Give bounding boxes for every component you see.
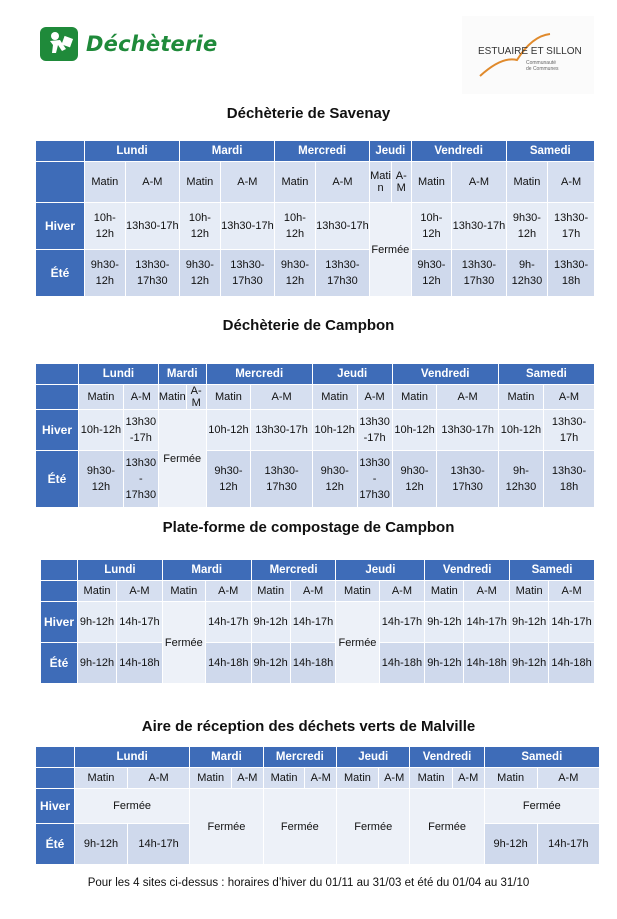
hours-cell: 13h30-17h30 [251, 451, 311, 507]
row-label-hiver: Hiver [36, 410, 78, 450]
hours-cell: 10h-12h [85, 203, 125, 249]
hours-cell: 9h-12h [75, 824, 127, 864]
hours-cell: 13h30-17h30 [126, 250, 179, 296]
matin-label: Matin [425, 581, 463, 601]
hours-cell: 13h30 - 17h30 [358, 451, 392, 507]
day-header: Vendredi [393, 364, 498, 384]
hours-cell: 13h30-17h [544, 410, 594, 450]
matin-label: Matin [507, 162, 548, 202]
closed-cell: Fermée [410, 789, 483, 864]
hours-cell: 9h30-12h [275, 250, 315, 296]
hours-cell: 14h-17h [464, 602, 509, 642]
hours-cell: 14h-17h [117, 602, 162, 642]
closed-cell: Fermée [485, 789, 599, 823]
row-label-hiver: Hiver [36, 203, 84, 249]
hours-cell: 13h30-17h [548, 203, 594, 249]
partner-logo-sub: Communauté de Communes [526, 60, 559, 72]
hours-cell: 9h-12h [510, 602, 548, 642]
day-header: Mercredi [252, 560, 336, 580]
hours-cell: 9h-12h [425, 643, 463, 683]
am-label: A-M [548, 162, 594, 202]
hours-cell: 10h-12h [313, 410, 357, 450]
hours-cell: 14h-18h [291, 643, 336, 683]
hours-cell: 14h-17h [549, 602, 594, 642]
hours-cell: 14h-17h [291, 602, 336, 642]
day-header: Lundi [85, 141, 179, 161]
closed-cell: Fermée [163, 602, 205, 683]
am-label: A-M [251, 385, 311, 409]
day-header: Samedi [510, 560, 594, 580]
hours-cell: 13h30-18h [548, 250, 594, 296]
am-label: A-M [453, 768, 484, 788]
hours-cell: 13h30-17h [126, 203, 179, 249]
am-label: A-M [305, 768, 336, 788]
matin-label: Matin [180, 162, 220, 202]
matin-label: Matin [163, 581, 205, 601]
hours-cell: 9h30-12h [313, 451, 357, 507]
matin-label: Matin [410, 768, 451, 788]
hours-cell: 13h30-17h30 [316, 250, 369, 296]
recycling-person-icon [40, 27, 78, 61]
hours-cell: 9h-12h30 [499, 451, 543, 507]
am-label: A-M [232, 768, 263, 788]
hours-cell: 10h-12h [79, 410, 123, 450]
hours-cell: 9h-12h [78, 602, 116, 642]
day-header: Samedi [507, 141, 594, 161]
am-label: A-M [380, 581, 425, 601]
hours-cell: 9h30-12h [180, 250, 220, 296]
am-label: A-M [117, 581, 162, 601]
day-header: Vendredi [412, 141, 506, 161]
hours-cell: 13h30-17h [316, 203, 369, 249]
row-label-ete: Été [41, 643, 77, 683]
hours-cell: 9h-12h30 [507, 250, 548, 296]
section-title: Aire de réception des déchets verts de Malville [141, 718, 476, 735]
hours-cell: 13h30 -17h [124, 410, 158, 450]
schedule-table-compostage [40, 559, 595, 684]
hours-cell: 14h-18h [117, 643, 162, 683]
day-header: Lundi [75, 747, 189, 767]
hours-cell: 14h-17h [128, 824, 189, 864]
hours-cell: 13h30-17h30 [452, 250, 505, 296]
day-header: Mercredi [207, 364, 312, 384]
matin-label: Matin [275, 162, 315, 202]
row-label-ete: Été [36, 250, 84, 296]
am-label: A-M [538, 768, 599, 788]
closed-cell: Fermée [190, 789, 262, 864]
closed-cell: Fermée [75, 789, 189, 823]
hours-cell: 9h30-12h [507, 203, 548, 249]
matin-label: Matin [499, 385, 543, 409]
footer-note: Pour les 4 sites ci-dessus : horaires d’hiver du 01/11 au 31/03 et été du 01/04 au 31/10 [87, 877, 530, 889]
day-header: Mardi [190, 747, 262, 767]
section-title: Déchèterie de Campbon [222, 317, 395, 334]
hours-cell: 10h-12h [499, 410, 543, 450]
am-label: A-M [464, 581, 509, 601]
am-label: A-M [544, 385, 594, 409]
schedule-table-campbon [35, 363, 595, 508]
dechetterie-logo-text: Déchèterie [86, 32, 218, 56]
am-label: A-M [221, 162, 274, 202]
day-header: Mercredi [264, 747, 336, 767]
hours-cell: 9h30-12h [79, 451, 123, 507]
hours-cell: 13h30-17h30 [437, 451, 497, 507]
hours-cell: 13h30-17h30 [221, 250, 274, 296]
hours-cell: 10h-12h [180, 203, 220, 249]
closed-cell: Fermée [370, 203, 410, 296]
hours-cell: 9h-12h [252, 643, 290, 683]
matin-label: Matin [510, 581, 548, 601]
hours-cell: 13h30 -17h [358, 410, 392, 450]
day-header: Mardi [163, 560, 251, 580]
dechetterie-logo [40, 27, 217, 61]
day-header: Jeudi [370, 141, 410, 161]
hours-cell: 9h-12h [252, 602, 290, 642]
hours-cell: 13h30-17h [221, 203, 274, 249]
row-label-ete: Été [36, 451, 78, 507]
am-label: A-M [316, 162, 369, 202]
day-header: Lundi [79, 364, 158, 384]
row-label-ete: Été [36, 824, 74, 864]
hours-cell: 14h-17h [206, 602, 251, 642]
day-header: Lundi [78, 560, 162, 580]
matin-label: Matin [78, 581, 116, 601]
row-label-hiver: Hiver [41, 602, 77, 642]
matin-label: Mati n [370, 162, 391, 202]
matin-label: Matin [190, 768, 231, 788]
day-header: Mercredi [275, 141, 369, 161]
hours-cell: 14h-17h [538, 824, 599, 864]
row-label-hiver: Hiver [36, 789, 74, 823]
hours-cell: 9h-12h [78, 643, 116, 683]
matin-label: Matin [336, 581, 378, 601]
hours-cell: 14h-18h [380, 643, 425, 683]
day-header: Vendredi [410, 747, 483, 767]
day-header: Jeudi [336, 560, 424, 580]
hours-cell: 14h-18h [464, 643, 509, 683]
hours-cell: 9h30-12h [412, 250, 452, 296]
schedule-table-malville [35, 746, 600, 865]
am-label: A-M [437, 385, 497, 409]
matin-label: Matin [75, 768, 127, 788]
hours-cell: 10h-12h [207, 410, 251, 450]
matin-label: Matin [79, 385, 123, 409]
am-label: A-M [549, 581, 594, 601]
closed-cell: Fermée [264, 789, 336, 864]
am-label: A-M [206, 581, 251, 601]
matin-label: Matin [85, 162, 125, 202]
am-label: A-M [124, 385, 158, 409]
hours-cell: 13h30-17h [452, 203, 505, 249]
matin-label: Matin [252, 581, 290, 601]
closed-cell: Fermée [336, 602, 378, 683]
closed-cell: Fermée [159, 410, 206, 507]
day-header: Jeudi [337, 747, 409, 767]
am-label: A-M [126, 162, 179, 202]
hours-cell: 14h-18h [549, 643, 594, 683]
matin-label: Matin [264, 768, 305, 788]
hours-cell: 9h30-12h [393, 451, 437, 507]
day-header: Samedi [499, 364, 594, 384]
hours-cell: 14h-17h [380, 602, 425, 642]
am-label: A-M [187, 385, 206, 409]
hours-cell: 14h-18h [206, 643, 251, 683]
am-label: A-M [379, 768, 410, 788]
am-label: A-M [291, 581, 336, 601]
schedule-table-savenay [35, 140, 595, 297]
hours-cell: 13h30-17h [437, 410, 497, 450]
hours-cell: 13h30 - 17h30 [124, 451, 158, 507]
section-title: Plate-forme de compostage de Campbon [162, 519, 455, 536]
matin-label: Matin [159, 385, 186, 409]
hours-cell: 10h-12h [275, 203, 315, 249]
day-header: Mardi [159, 364, 206, 384]
hours-cell: 13h30-17h [251, 410, 311, 450]
hours-cell: 13h30-18h [544, 451, 594, 507]
hours-cell: 10h-12h [412, 203, 452, 249]
hours-cell: 10h-12h [393, 410, 437, 450]
closed-cell: Fermée [337, 789, 409, 864]
matin-label: Matin [337, 768, 378, 788]
am-label: A-M [452, 162, 505, 202]
section-title: Déchèterie de Savenay [226, 105, 391, 122]
matin-label: Matin [393, 385, 437, 409]
matin-label: Matin [313, 385, 357, 409]
hours-cell: 9h-12h [510, 643, 548, 683]
matin-label: Matin [485, 768, 537, 788]
hours-cell: 9h30-12h [207, 451, 251, 507]
hours-cell: 9h30-12h [85, 250, 125, 296]
day-header: Samedi [485, 747, 599, 767]
am-label: A-M [128, 768, 189, 788]
hours-cell: 9h-12h [425, 602, 463, 642]
partner-logo-main: ESTUAIRE ET SILLON [478, 46, 582, 57]
am-label: A-M [392, 162, 411, 202]
hours-cell: 9h-12h [485, 824, 537, 864]
estuaire-sillon-logo [462, 16, 594, 94]
day-header: Jeudi [313, 364, 392, 384]
matin-label: Matin [412, 162, 452, 202]
matin-label: Matin [207, 385, 251, 409]
day-header: Vendredi [425, 560, 509, 580]
day-header: Mardi [180, 141, 274, 161]
am-label: A-M [358, 385, 392, 409]
